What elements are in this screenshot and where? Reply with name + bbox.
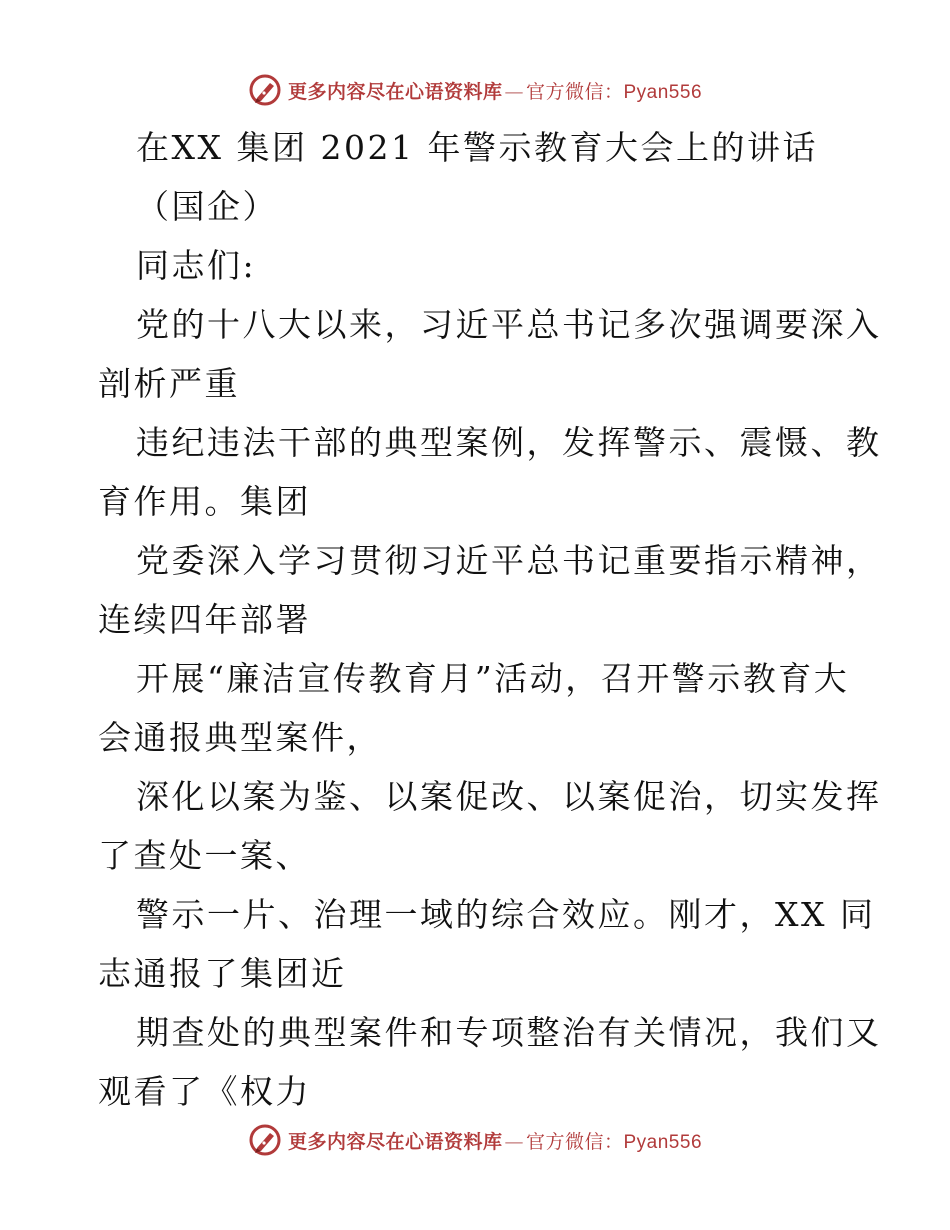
footer-watermark — [0, 1120, 950, 1160]
document-line: 志通报了集团近 — [98, 954, 347, 993]
document-body — [98, 118, 882, 1121]
document-line: 连续四年部署 — [98, 600, 311, 639]
document-line: 期查处的典型案件和专项整治有关情况，我们又 — [136, 1013, 882, 1052]
watermark-text — [288, 1127, 702, 1154]
watermark-text — [288, 77, 702, 104]
watermark-wechat-id: Pyan556 — [623, 81, 703, 103]
document-line: （国企） — [136, 187, 278, 226]
document-line: 观看了《权力 — [98, 1072, 311, 1111]
document-line: 在XX 集团 2021 年警示教育大会上的讲话 — [136, 128, 818, 167]
document-line: 育作用。集团 — [98, 482, 311, 521]
watermark-main-text: 更多内容尽在心语资料库 — [287, 80, 503, 103]
document-line: 深化以案为鉴、以案促改、以案促治，切实发挥 — [136, 777, 882, 816]
document-line: 党委深入学习贯彻习近平总书记重要指示精神， — [136, 541, 882, 580]
watermark-dash: — — [504, 1130, 524, 1153]
watermark-wechat-id: Pyan556 — [623, 1131, 703, 1153]
watermark-dash: — — [504, 80, 524, 103]
watermark-label: 官方微信： — [525, 80, 624, 103]
document-line: 党的十八大以来，习近平总书记多次强调要深入 — [136, 305, 882, 344]
watermark-label: 官方微信： — [525, 1130, 624, 1153]
document-line: 开展“廉洁宣传教育月”活动，召开警示教育大 — [136, 659, 850, 698]
document-line: 同志们: — [136, 246, 257, 285]
watermark-main-text: 更多内容尽在心语资料库 — [287, 1130, 503, 1153]
header-watermark — [0, 70, 950, 110]
document-line: 警示一片、治理一域的综合效应。刚才，XX 同 — [136, 895, 876, 934]
document-line: 剖析严重 — [98, 364, 240, 403]
document-line: 违纪违法干部的典型案例，发挥警示、震慑、教 — [136, 423, 882, 462]
document-line: 了查处一案、 — [98, 836, 311, 875]
pen-logo-icon — [248, 73, 282, 107]
pen-logo-icon — [248, 1123, 282, 1157]
document-line: 会通报典型案件， — [98, 718, 382, 757]
